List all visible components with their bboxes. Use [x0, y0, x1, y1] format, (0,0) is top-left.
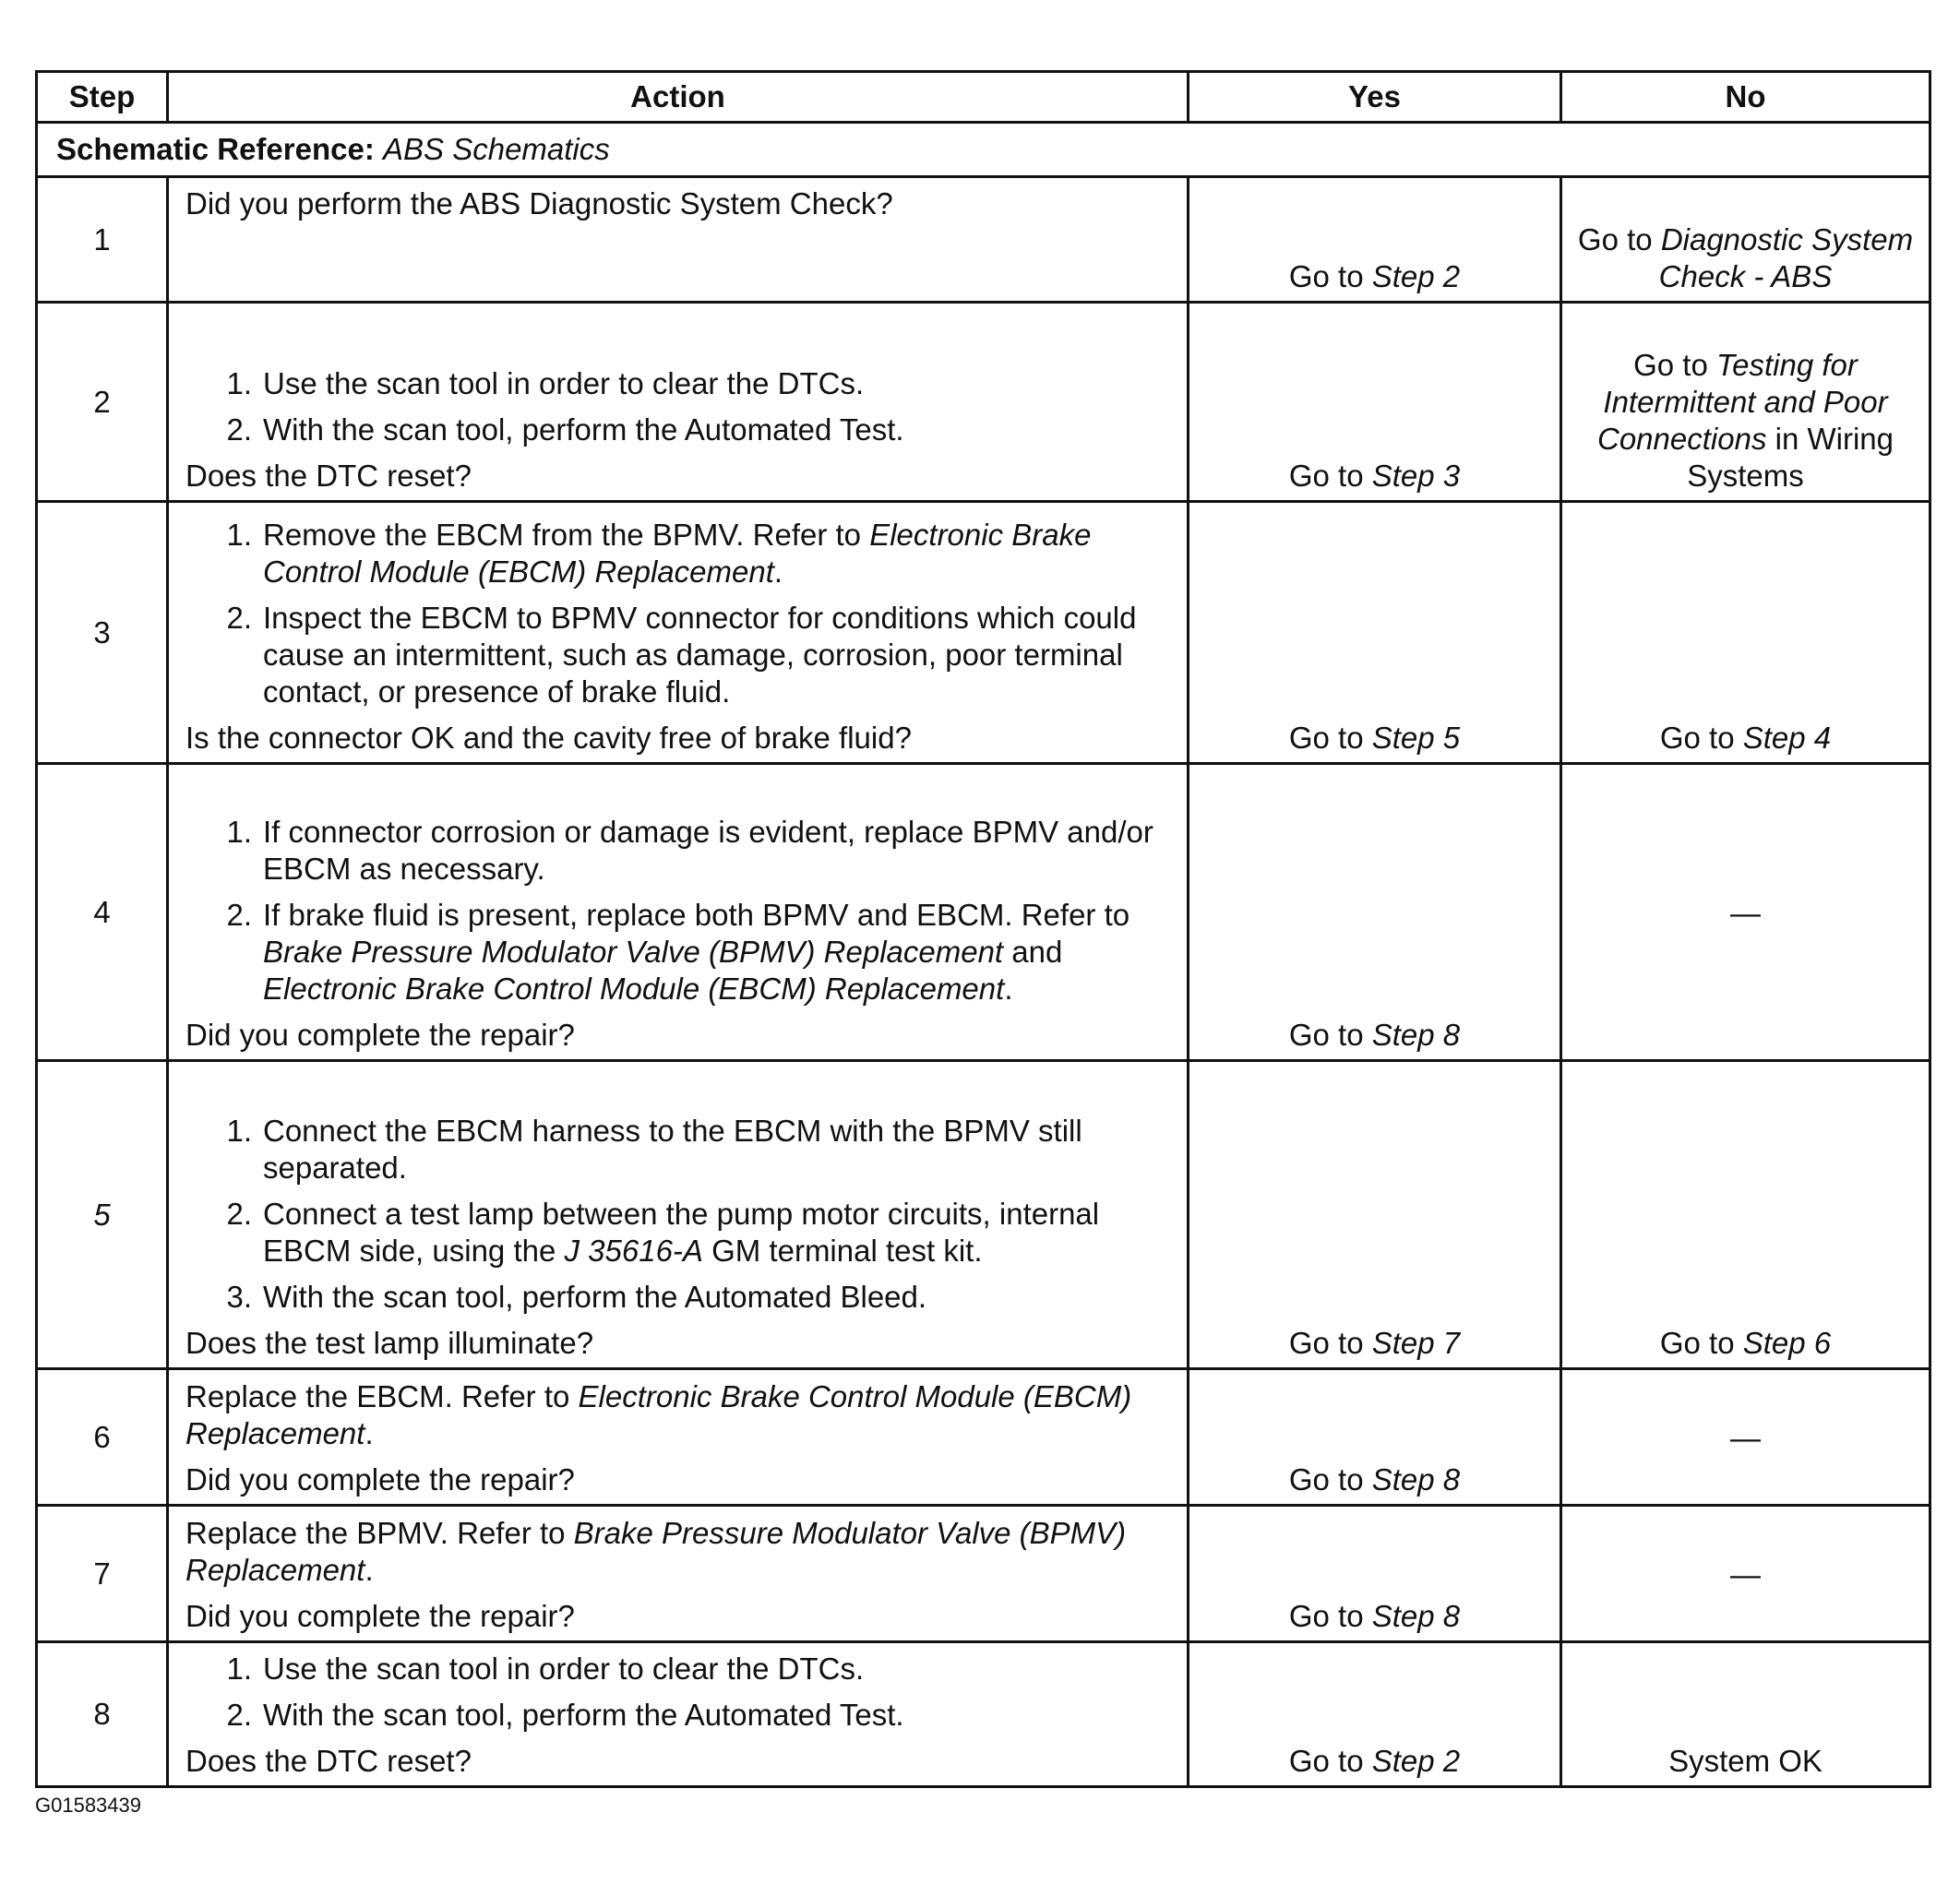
instruction-item	[185, 517, 1174, 590]
yes-link[interactable]: Step 2	[1371, 1744, 1461, 1778]
yes-prefix: Go to	[1288, 721, 1372, 755]
yes-link[interactable]: Step 3	[1371, 459, 1461, 493]
instruction-link[interactable]: Electronic Brake Control Module (EBCM) Replacement	[263, 518, 1092, 589]
yes-cell	[1189, 1369, 1561, 1506]
step-instructions	[185, 814, 1174, 1008]
instruction-item	[185, 1279, 1174, 1316]
instruction-text: Use the scan tool in order to clear the DTCs.	[263, 366, 865, 400]
header-row	[37, 72, 1930, 123]
table-row	[37, 764, 1930, 1061]
table-row	[37, 1061, 1930, 1369]
header-step: Step	[37, 72, 168, 123]
yes-cell	[1189, 177, 1561, 303]
action-link[interactable]: Brake Pressure Modulator Valve (BPMV) Replacement	[185, 1516, 1127, 1587]
yes-prefix: Go to	[1288, 1018, 1372, 1052]
no-link[interactable]: Step 4	[1742, 721, 1832, 755]
schematic-reference-label: Schematic Reference:	[56, 132, 375, 166]
step-instructions	[185, 365, 1174, 448]
instruction-mid: and	[1003, 935, 1063, 969]
table-row	[37, 177, 1930, 303]
action-cell	[168, 502, 1189, 764]
instruction-number: 2.	[226, 1698, 252, 1732]
instruction-number: 2.	[226, 1197, 252, 1231]
yes-cell	[1189, 1506, 1561, 1642]
no-cell	[1561, 1642, 1930, 1787]
action-text	[185, 1515, 1174, 1589]
yes-cell	[1189, 1061, 1561, 1369]
no-prefix: Go to	[1577, 222, 1661, 256]
no-prefix: Go to	[1659, 1326, 1743, 1360]
action-text-lead: Replace the BPMV. Refer to	[185, 1516, 574, 1550]
action-cell	[168, 1061, 1189, 1369]
action-link[interactable]: Electronic Brake Control Module (EBCM) Replacement	[185, 1379, 1132, 1450]
instruction-end: .	[773, 554, 783, 589]
schematic-reference-row	[37, 123, 1930, 177]
instruction-text: With the scan tool, perform the Automated Test.	[263, 412, 904, 447]
tool-number[interactable]: J 35616-A	[564, 1234, 703, 1268]
diagnostic-table	[35, 70, 1931, 1788]
instruction-number: 1.	[226, 1114, 252, 1148]
instruction-number: 2.	[226, 601, 252, 635]
instruction-link[interactable]: Electronic Brake Control Module (EBCM) Replacement	[263, 972, 1005, 1006]
step-number: 5	[37, 1061, 168, 1369]
yes-prefix: Go to	[1288, 1744, 1372, 1778]
instruction-item	[185, 1196, 1174, 1270]
no-cell	[1561, 764, 1930, 1061]
instruction-text: If brake fluid is present, replace both BPMV and EBCM. Refer to	[263, 898, 1130, 932]
step-number: 7	[37, 1506, 168, 1642]
instruction-text: Remove the EBCM from the BPMV. Refer to	[263, 518, 870, 552]
no-link[interactable]: Diagnostic System Check - ABS	[1658, 222, 1914, 293]
instruction-number: 1.	[226, 815, 252, 849]
schematic-reference	[37, 123, 1930, 177]
instruction-item	[185, 1651, 1174, 1687]
yes-cell	[1189, 502, 1561, 764]
no-result-text: System OK	[1668, 1744, 1823, 1778]
no-cell	[1561, 1506, 1930, 1642]
step-question: Does the test lamp illuminate?	[185, 1326, 594, 1360]
step-question: Is the connector OK and the cavity free of brake fluid?	[185, 721, 912, 755]
no-cell	[1561, 1369, 1930, 1506]
no-cell	[1561, 1061, 1930, 1369]
instruction-number: 1.	[226, 1651, 252, 1686]
header-yes: Yes	[1189, 72, 1561, 123]
no-dash: —	[1730, 1420, 1761, 1455]
instruction-item	[185, 1113, 1174, 1186]
yes-cell	[1189, 764, 1561, 1061]
action-text	[185, 1378, 1174, 1452]
instruction-item	[185, 1697, 1174, 1734]
instruction-item	[185, 600, 1174, 710]
instruction-text: Connect a test lamp between the pump motor circuits, internal EBCM side, using the	[263, 1197, 1100, 1268]
step-instructions	[185, 517, 1174, 710]
instruction-end: GM terminal test kit.	[702, 1234, 983, 1268]
step-number: 2	[37, 303, 168, 502]
yes-prefix: Go to	[1288, 459, 1372, 493]
step-number: 8	[37, 1642, 168, 1787]
instruction-text: With the scan tool, perform the Automated Bleed.	[263, 1280, 927, 1314]
header-no: No	[1561, 72, 1930, 123]
no-cell	[1561, 303, 1930, 502]
no-suffix: in Wiring Systems	[1687, 422, 1894, 493]
instruction-link[interactable]: Brake Pressure Modulator Valve (BPMV) Replacement	[263, 935, 1004, 969]
no-link[interactable]: Step 6	[1742, 1326, 1832, 1360]
yes-prefix: Go to	[1288, 1599, 1372, 1633]
yes-link[interactable]: Step 2	[1371, 259, 1461, 293]
step-question: Does the DTC reset?	[185, 1744, 472, 1778]
yes-cell	[1189, 1642, 1561, 1787]
step-number: 4	[37, 764, 168, 1061]
action-cell	[168, 764, 1189, 1061]
instruction-item	[185, 897, 1174, 1008]
no-prefix: Go to	[1659, 721, 1743, 755]
step-question: Does the DTC reset?	[185, 459, 472, 493]
action-text-end: .	[365, 1553, 374, 1587]
yes-link[interactable]: Step 5	[1371, 721, 1461, 755]
instruction-item	[185, 814, 1174, 888]
instruction-number: 1.	[226, 518, 252, 552]
yes-link[interactable]: Step 8	[1371, 1462, 1461, 1496]
yes-prefix: Go to	[1288, 1326, 1372, 1360]
no-cell	[1561, 177, 1930, 303]
step-question: Did you complete the repair?	[185, 1462, 575, 1496]
table-row	[37, 1642, 1930, 1787]
instruction-number: 3.	[226, 1280, 252, 1314]
yes-link[interactable]: Step 8	[1371, 1599, 1461, 1633]
step-number: 6	[37, 1369, 168, 1506]
yes-link[interactable]: Step 8	[1371, 1018, 1461, 1052]
action-cell	[168, 1642, 1189, 1787]
table-row	[37, 1369, 1930, 1506]
action-text-lead: Replace the EBCM. Refer to	[185, 1379, 579, 1413]
no-prefix: Go to	[1633, 348, 1716, 382]
action-cell	[168, 1369, 1189, 1506]
instruction-number: 1.	[226, 366, 252, 400]
no-link[interactable]: Testing for Intermittent and Poor Connections	[1597, 348, 1888, 456]
table-row	[37, 303, 1930, 502]
step-instructions	[185, 1113, 1174, 1316]
action-cell	[168, 1506, 1189, 1642]
action-cell	[168, 177, 1189, 303]
instruction-item	[185, 411, 1174, 448]
instruction-text: Use the scan tool in order to clear the DTCs.	[263, 1651, 865, 1686]
table-row	[37, 1506, 1930, 1642]
instruction-text: With the scan tool, perform the Automated Test.	[263, 1698, 904, 1732]
schematic-reference-link[interactable]: ABS Schematics	[383, 132, 610, 166]
instruction-text: If connector corrosion or damage is evident, replace BPMV and/or EBCM as necessary.	[263, 815, 1153, 886]
action-text-end: .	[365, 1416, 374, 1450]
step-question: Did you perform the ABS Diagnostic System Check?	[185, 186, 893, 221]
step-instructions	[185, 1651, 1174, 1734]
step-question: Did you complete the repair?	[185, 1018, 575, 1052]
yes-prefix: Go to	[1288, 1462, 1372, 1496]
instruction-number: 2.	[226, 898, 252, 932]
yes-cell	[1189, 303, 1561, 502]
header-action: Action	[168, 72, 1189, 123]
step-number: 1	[37, 177, 168, 303]
instruction-number: 2.	[226, 412, 252, 447]
yes-link[interactable]: Step 7	[1371, 1326, 1461, 1360]
action-cell	[168, 303, 1189, 502]
step-question: Did you complete the repair?	[185, 1599, 575, 1633]
no-cell	[1561, 502, 1930, 764]
step-number: 3	[37, 502, 168, 764]
instruction-end: .	[1004, 972, 1013, 1006]
table-row	[37, 502, 1930, 764]
no-dash: —	[1730, 1556, 1761, 1592]
instruction-item	[185, 365, 1174, 402]
instruction-text: Inspect the EBCM to BPMV connector for conditions which could cause an intermittent, such as damage, corrosion, poor terminal contact, or presence of brake fluid.	[263, 601, 1137, 709]
figure-id: G01583439	[35, 1794, 141, 1817]
instruction-text: Connect the EBCM harness to the EBCM with the BPMV still separated.	[263, 1114, 1082, 1185]
yes-prefix: Go to	[1288, 259, 1372, 293]
no-dash: —	[1730, 895, 1761, 930]
